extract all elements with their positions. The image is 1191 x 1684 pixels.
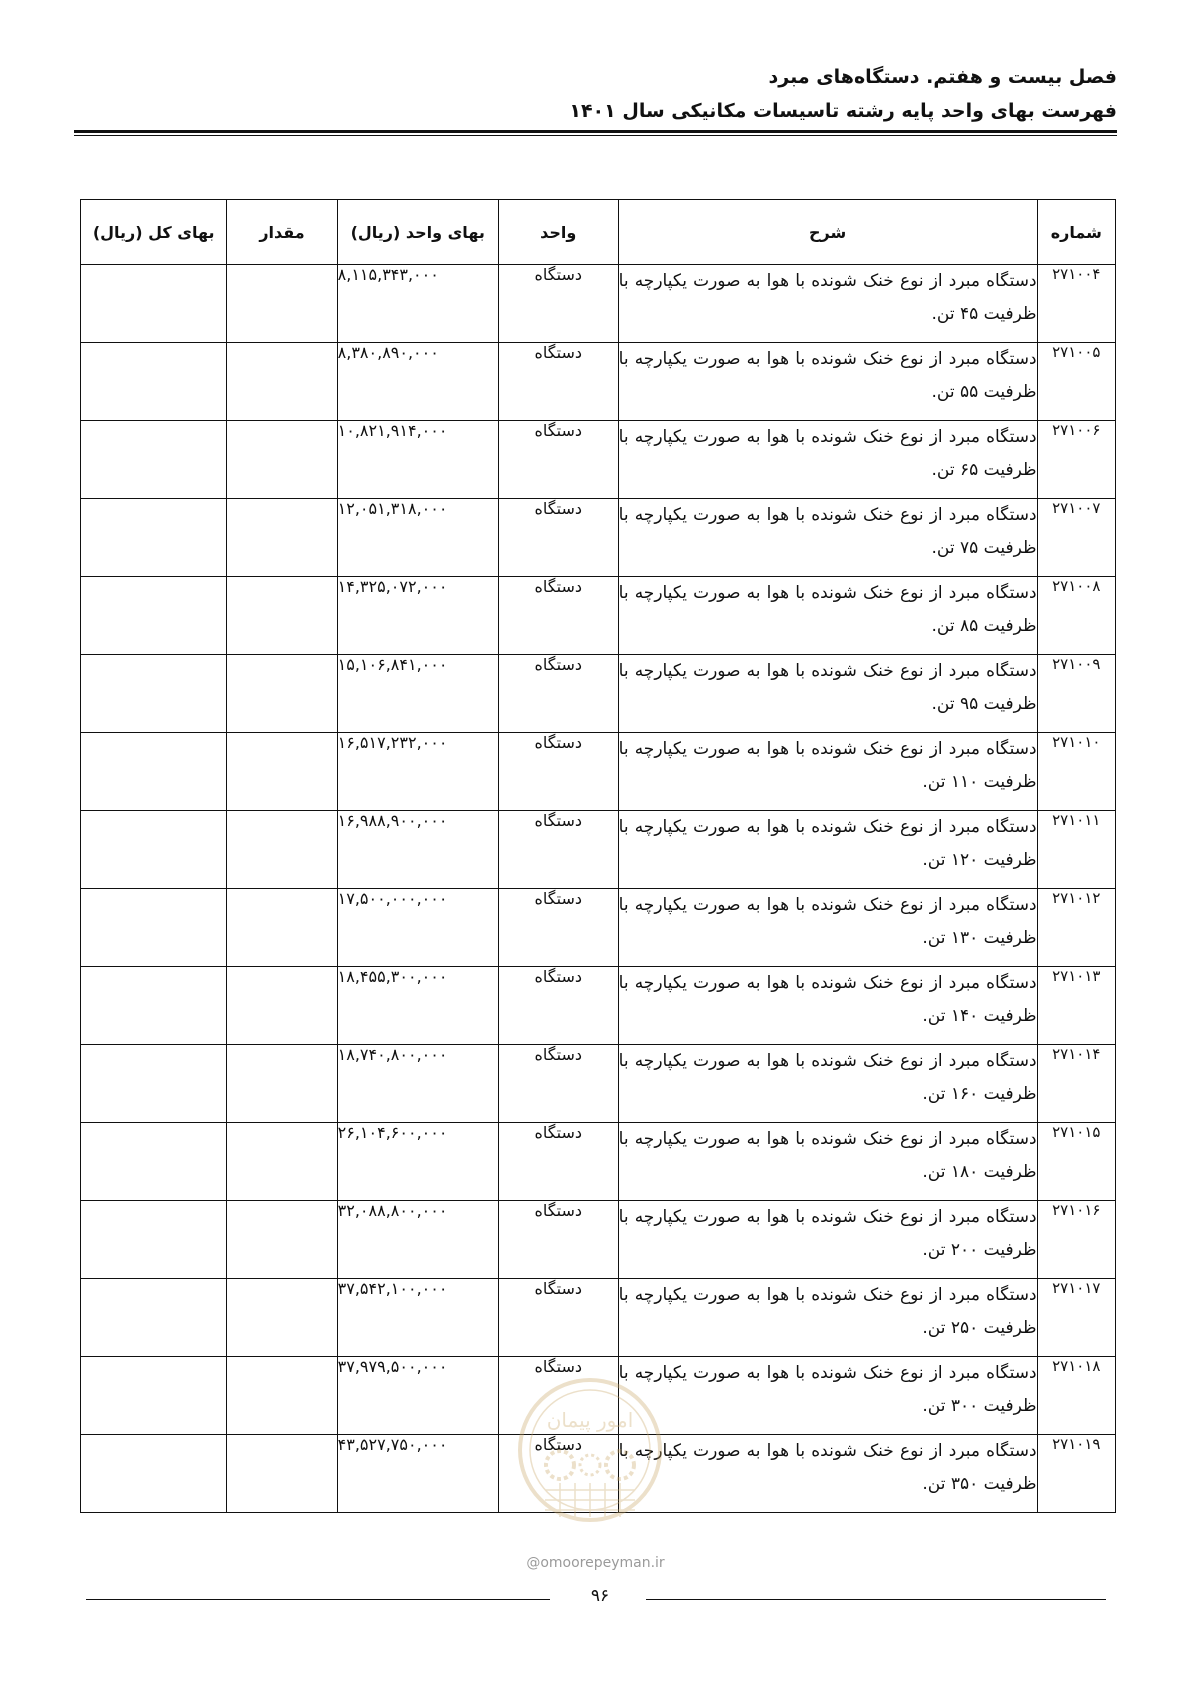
item-description: دستگاه مبرد از نوع خنک شونده با هوا به صورت یکپارچه با ظرفیت ۲۰۰ تن. (618, 1201, 1037, 1279)
header-unit-price: بهای واحد (ریال) (337, 200, 498, 265)
item-quantity (227, 1123, 337, 1201)
item-quantity (227, 1279, 337, 1357)
header-total-price: بهای کل (ریال) (81, 200, 227, 265)
table-row (81, 967, 1116, 1045)
at-icon: @ (526, 1555, 541, 1571)
item-total-price (81, 1201, 227, 1279)
item-unit-price: ۱۲,۰۵۱,۳۱۸,۰۰۰ (337, 499, 498, 577)
chapter-title: فصل بیست و هفتم. دستگاه‌های مبرد (768, 66, 1117, 88)
item-code: ۲۷۱۰۱۳ (1037, 967, 1115, 1045)
item-unit-price: ۱۵,۱۰۶,۸۴۱,۰۰۰ (337, 655, 498, 733)
table-row (81, 1045, 1116, 1123)
item-total-price (81, 577, 227, 655)
item-code: ۲۷۱۰۱۱ (1037, 811, 1115, 889)
table-row (81, 343, 1116, 421)
item-total-price (81, 421, 227, 499)
footer-rule-right (646, 1599, 1106, 1600)
item-unit: دستگاه (498, 343, 618, 421)
item-unit-price: ۳۷,۹۷۹,۵۰۰,۰۰۰ (337, 1357, 498, 1435)
item-unit: دستگاه (498, 265, 618, 343)
item-code: ۲۷۱۰۰۹ (1037, 655, 1115, 733)
item-code: ۲۷۱۰۱۷ (1037, 1279, 1115, 1357)
table-row (81, 655, 1116, 733)
item-total-price (81, 499, 227, 577)
item-unit-price: ۱۸,۴۵۵,۳۰۰,۰۰۰ (337, 967, 498, 1045)
item-quantity (227, 967, 337, 1045)
item-unit-price: ۱۸,۷۴۰,۸۰۰,۰۰۰ (337, 1045, 498, 1123)
header-description: شرح (618, 200, 1037, 265)
item-total-price (81, 655, 227, 733)
header-rule-thick (74, 130, 1117, 133)
item-description: دستگاه مبرد از نوع خنک شونده با هوا به صورت یکپارچه با ظرفیت ۱۴۰ تن. (618, 967, 1037, 1045)
item-unit-price: ۱۰,۸۲۱,۹۱۴,۰۰۰ (337, 421, 498, 499)
item-quantity (227, 1435, 337, 1513)
item-description: دستگاه مبرد از نوع خنک شونده با هوا به صورت یکپارچه با ظرفیت ۱۲۰ تن. (618, 811, 1037, 889)
item-description: دستگاه مبرد از نوع خنک شونده با هوا به صورت یکپارچه با ظرفیت ۴۵ تن. (618, 265, 1037, 343)
item-code: ۲۷۱۰۱۸ (1037, 1357, 1115, 1435)
item-code: ۲۷۱۰۱۲ (1037, 889, 1115, 967)
item-unit: دستگاه (498, 889, 618, 967)
item-code: ۲۷۱۰۰۸ (1037, 577, 1115, 655)
header-code: شماره (1037, 200, 1115, 265)
table-body (81, 265, 1116, 1513)
item-quantity (227, 343, 337, 421)
item-description: دستگاه مبرد از نوع خنک شونده با هوا به صورت یکپارچه با ظرفیت ۳۰۰ تن. (618, 1357, 1037, 1435)
item-quantity (227, 421, 337, 499)
item-unit: دستگاه (498, 421, 618, 499)
item-quantity (227, 577, 337, 655)
price-table (80, 199, 1116, 1513)
item-total-price (81, 343, 227, 421)
item-code: ۲۷۱۰۱۴ (1037, 1045, 1115, 1123)
table-row (81, 811, 1116, 889)
page-header (74, 60, 1117, 128)
item-quantity (227, 265, 337, 343)
price-list-title: فهرست بهای واحد پایه رشته تاسیسات مکانیکی سال ۱۴۰۱ (569, 100, 1117, 122)
item-code: ۲۷۱۰۱۰ (1037, 733, 1115, 811)
item-unit-price: ۱۶,۹۸۸,۹۰۰,۰۰۰ (337, 811, 498, 889)
watermark-logo-text: امور پیمان (546, 1408, 634, 1432)
item-unit-price: ۳۲,۰۸۸,۸۰۰,۰۰۰ (337, 1201, 498, 1279)
item-unit-price: ۱۷,۵۰۰,۰۰۰,۰۰۰ (337, 889, 498, 967)
item-unit-price: ۴۳,۵۲۷,۷۵۰,۰۰۰ (337, 1435, 498, 1513)
page-number: ۹۶ (590, 1586, 610, 1606)
item-description: دستگاه مبرد از نوع خنک شونده با هوا به صورت یکپارچه با ظرفیت ۹۵ تن. (618, 655, 1037, 733)
item-description: دستگاه مبرد از نوع خنک شونده با هوا به صورت یکپارچه با ظرفیت ۱۱۰ تن. (618, 733, 1037, 811)
item-unit: دستگاه (498, 1123, 618, 1201)
item-unit: دستگاه (498, 733, 618, 811)
item-total-price (81, 1045, 227, 1123)
item-unit: دستگاه (498, 1201, 618, 1279)
item-quantity (227, 499, 337, 577)
item-total-price (81, 1123, 227, 1201)
item-code: ۲۷۱۰۱۵ (1037, 1123, 1115, 1201)
table-row (81, 733, 1116, 811)
item-description: دستگاه مبرد از نوع خنک شونده با هوا به صورت یکپارچه با ظرفیت ۵۵ تن. (618, 343, 1037, 421)
item-description: دستگاه مبرد از نوع خنک شونده با هوا به صورت یکپارچه با ظرفیت ۱۳۰ تن. (618, 889, 1037, 967)
item-quantity (227, 1201, 337, 1279)
item-code: ۲۷۱۰۰۴ (1037, 265, 1115, 343)
item-quantity (227, 655, 337, 733)
item-quantity (227, 1045, 337, 1123)
item-description: دستگاه مبرد از نوع خنک شونده با هوا به صورت یکپارچه با ظرفیت ۱۶۰ تن. (618, 1045, 1037, 1123)
item-unit: دستگاه (498, 1279, 618, 1357)
item-unit-price: ۱۶,۵۱۷,۲۳۲,۰۰۰ (337, 733, 498, 811)
item-total-price (81, 265, 227, 343)
item-quantity (227, 1357, 337, 1435)
table-header-row (81, 200, 1116, 265)
item-unit: دستگاه (498, 811, 618, 889)
item-total-price (81, 1279, 227, 1357)
table-row (81, 889, 1116, 967)
item-unit: دستگاه (498, 967, 618, 1045)
header-unit: واحد (498, 200, 618, 265)
item-unit: دستگاه (498, 577, 618, 655)
table-row (81, 499, 1116, 577)
item-code: ۲۷۱۰۱۶ (1037, 1201, 1115, 1279)
watermark-logo (515, 1375, 665, 1545)
item-unit: دستگاه (498, 655, 618, 733)
watermark-site (0, 1555, 1191, 1571)
table-row (81, 265, 1116, 343)
header-quantity: مقدار (227, 200, 337, 265)
header-rule-thin (74, 135, 1117, 136)
item-total-price (81, 967, 227, 1045)
item-total-price (81, 889, 227, 967)
item-code: ۲۷۱۰۰۵ (1037, 343, 1115, 421)
item-total-price (81, 1357, 227, 1435)
item-code: ۲۷۱۰۱۹ (1037, 1435, 1115, 1513)
item-description: دستگاه مبرد از نوع خنک شونده با هوا به صورت یکپارچه با ظرفیت ۸۵ تن. (618, 577, 1037, 655)
table-row (81, 1201, 1116, 1279)
item-total-price (81, 1435, 227, 1513)
table-row (81, 1279, 1116, 1357)
watermark-url: omoorepeyman.ir (540, 1555, 665, 1571)
item-unit-price: ۸,۳۸۰,۸۹۰,۰۰۰ (337, 343, 498, 421)
item-description: دستگاه مبرد از نوع خنک شونده با هوا به صورت یکپارچه با ظرفیت ۷۵ تن. (618, 499, 1037, 577)
item-unit-price: ۸,۱۱۵,۳۴۳,۰۰۰ (337, 265, 498, 343)
item-quantity (227, 733, 337, 811)
item-unit-price: ۱۴,۳۲۵,۰۷۲,۰۰۰ (337, 577, 498, 655)
item-code: ۲۷۱۰۰۷ (1037, 499, 1115, 577)
table-row (81, 1123, 1116, 1201)
item-unit: دستگاه (498, 1045, 618, 1123)
item-description: دستگاه مبرد از نوع خنک شونده با هوا به صورت یکپارچه با ظرفیت ۶۵ تن. (618, 421, 1037, 499)
item-unit: دستگاه (498, 1435, 618, 1513)
item-total-price (81, 811, 227, 889)
item-unit-price: ۲۶,۱۰۴,۶۰۰,۰۰۰ (337, 1123, 498, 1201)
item-unit-price: ۳۷,۵۴۲,۱۰۰,۰۰۰ (337, 1279, 498, 1357)
item-quantity (227, 889, 337, 967)
item-code: ۲۷۱۰۰۶ (1037, 421, 1115, 499)
table-row (81, 577, 1116, 655)
footer-rule-left (86, 1599, 550, 1600)
item-description: دستگاه مبرد از نوع خنک شونده با هوا به صورت یکپارچه با ظرفیت ۳۵۰ تن. (618, 1435, 1037, 1513)
item-total-price (81, 733, 227, 811)
item-unit: دستگاه (498, 1357, 618, 1435)
table-row (81, 421, 1116, 499)
item-unit: دستگاه (498, 499, 618, 577)
item-description: دستگاه مبرد از نوع خنک شونده با هوا به صورت یکپارچه با ظرفیت ۲۵۰ تن. (618, 1279, 1037, 1357)
item-description: دستگاه مبرد از نوع خنک شونده با هوا به صورت یکپارچه با ظرفیت ۱۸۰ تن. (618, 1123, 1037, 1201)
item-quantity (227, 811, 337, 889)
